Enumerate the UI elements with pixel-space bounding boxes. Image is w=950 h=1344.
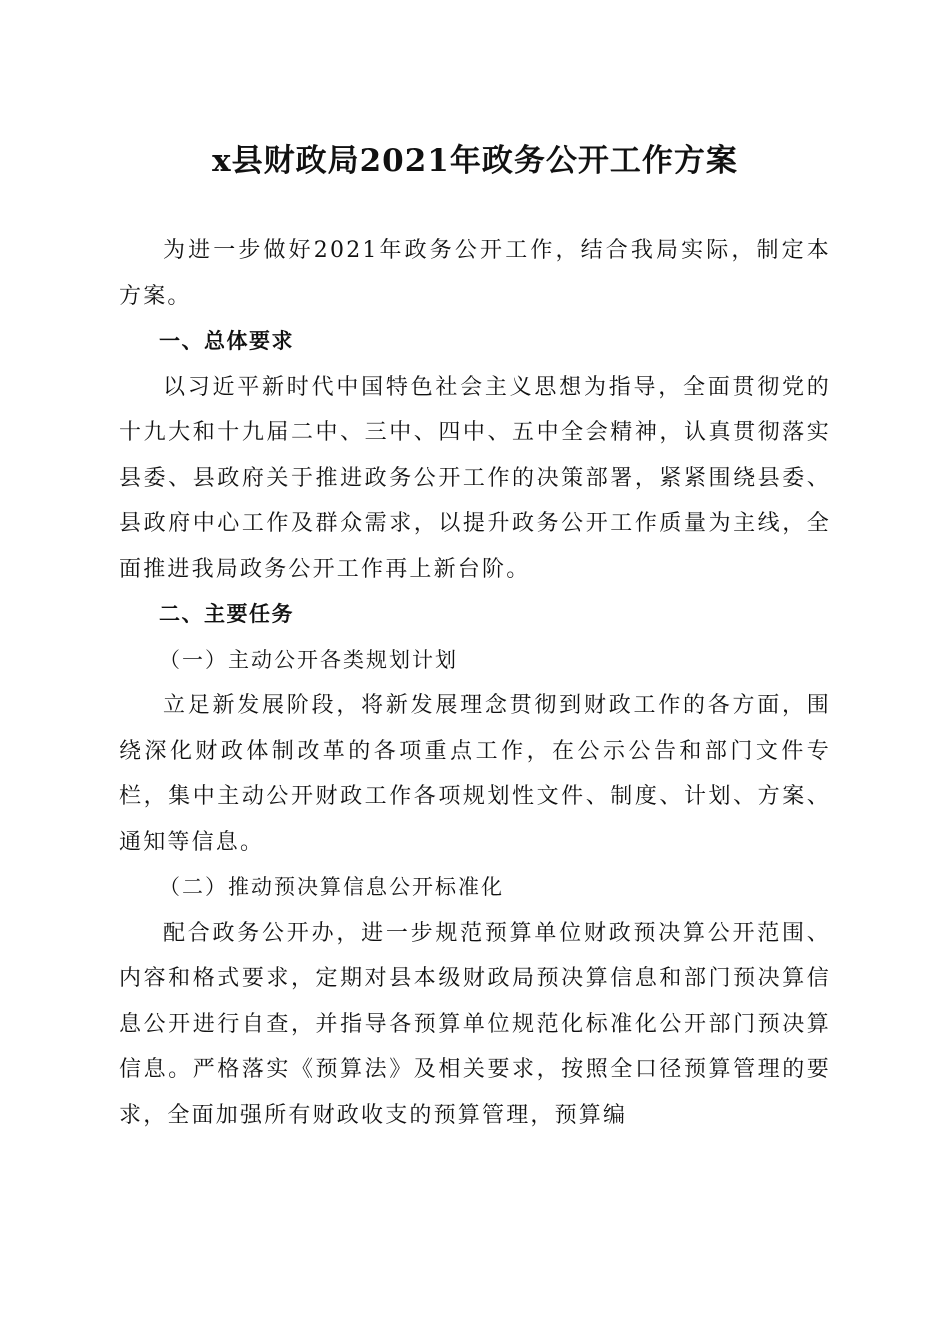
section-heading-general-requirements: 一、总体要求 (159, 329, 294, 353)
subsection-heading-planning-disclosure: （一）主动公开各类规划计划 (159, 647, 458, 672)
budget-disclosure-paragraph: 配合政务公开办，进一步规范预算单位财政预决算公开范围、内容和格式要求，定期对县本级财政局预决算信息和部门预决算信息公开进行自查，并指导各预算单位规范化标准化公开部门预决算信息。严格落实《预算法》及相关要求，按照全口径预算管理的要求，全面加强所有财政收支的预算管理，预算编 (119, 920, 831, 1128)
intro-paragraph: 为进一步做好2021年政务公开工作，结合我局实际，制定本方案。 (119, 238, 831, 309)
section-heading-main-tasks: 二、主要任务 (159, 602, 294, 626)
document-title: x县财政局2021年政务公开工作方案 (212, 143, 738, 179)
subsection-heading-budget-disclosure: （二）推动预决算信息公开标准化 (159, 875, 504, 899)
planning-disclosure-paragraph: 立足新发展阶段，将新发展理念贯彻到财政工作的各方面，围绕深化财政体制改革的各项重点工作，在公示公告和部门文件专栏，集中主动公开财政工作各项规划性文件、制度、计划、方案、通知等信息。 (119, 693, 831, 855)
general-requirements-paragraph: 以习近平新时代中国特色社会主义思想为指导，全面贯彻党的十九大和十九届二中、三中、四中、五中全会精神，认真贯彻落实县委、县政府关于推进政务公开工作的决策部署，紧紧围绕县委、县政府中心工作及群众需求，以提升政务公开工作质量为主线，全面推进我局政务公开工作再上新台阶。 (119, 374, 831, 582)
document-body (119, 228, 831, 1138)
